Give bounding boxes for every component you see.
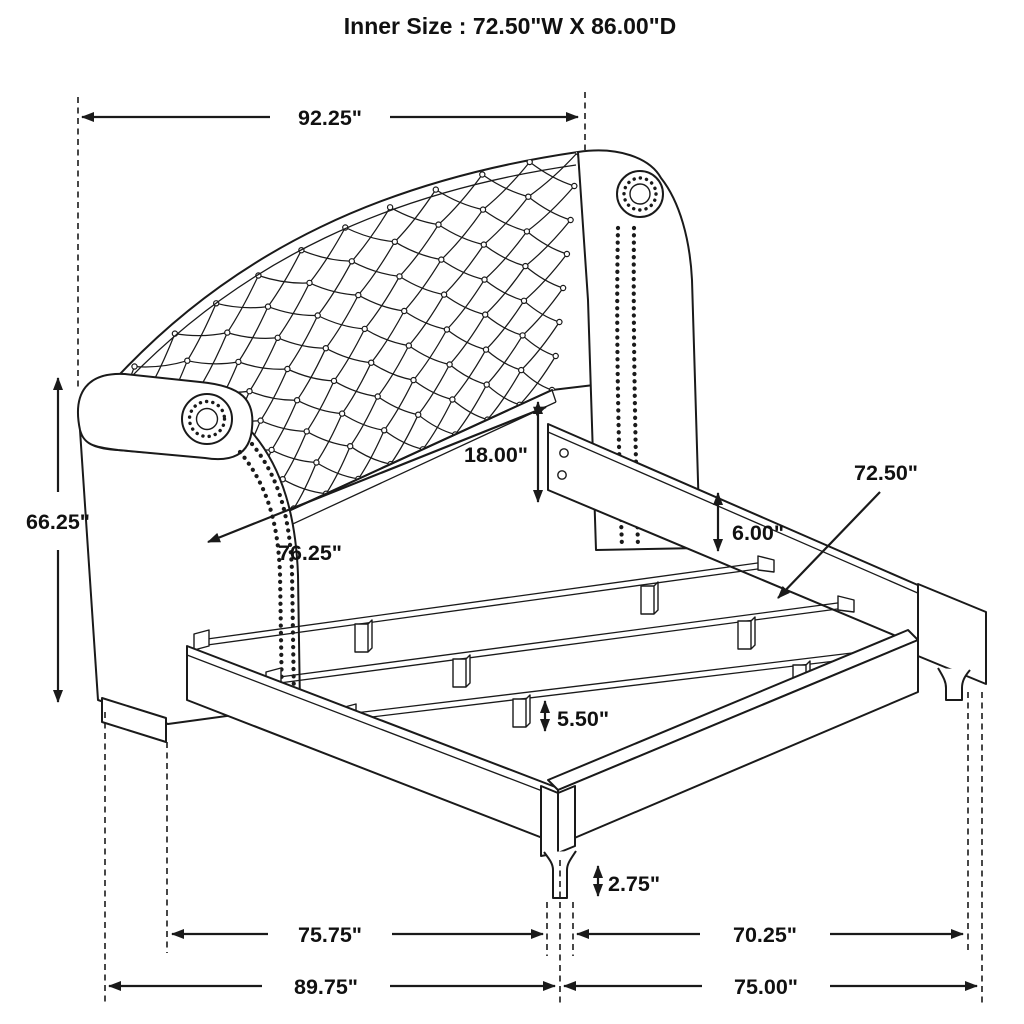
right-corner-post [918,584,986,700]
dimension-foot-overall-width [564,975,977,999]
dimension-overall-depth [109,975,555,999]
right-corner-leg [938,668,970,700]
left-side-rail-ledge-line [187,655,558,797]
dim-label-side-inner-depth: 75.75" [298,923,362,947]
dimension-foot-inner-width [577,923,963,947]
dim-label-headboard-height: 66.25" [26,510,90,534]
rail-end-tab [194,630,209,650]
foot-rail-face [558,640,918,845]
support-leg [738,617,755,649]
diagram-title: Inner Size : 72.50"W X 86.00"D [343,13,677,39]
bracket-screw-hole [558,471,566,479]
support-leg [355,620,372,652]
dim-label-overall-depth: 89.75" [294,975,358,999]
dimension-foot-leg-height [598,866,660,896]
dim-label-overall-width: 92.25" [298,106,362,130]
dim-label-panel-to-rail: 18.00" [464,443,528,467]
dim-label-center-leg-height: 5.50" [557,707,610,731]
left-side-rail [187,646,558,844]
left-arm-curl-inner [197,409,218,430]
foot-rail [548,630,918,845]
right-post-curl-inner [630,184,650,204]
bracket-screw-hole [560,449,568,457]
dimension-center-support-leg-height [545,701,609,731]
dimension-overall-width [82,106,578,130]
dim-label-foot-inner-width: 70.25" [733,923,797,947]
front-corner-post [541,786,576,898]
dim-label-headboard-inner-width: 76.25" [278,541,342,565]
center-rail-2 [266,596,854,688]
dim-label-center-rail-length: 72.50" [854,461,918,485]
support-leg [641,582,658,614]
dimension-side-inner-depth [172,923,543,947]
dim-label-foot-leg-height: 2.75" [608,872,661,896]
support-leg [453,655,470,687]
support-leg [513,695,530,727]
dim-label-foot-overall-width: 75.00" [734,975,798,999]
dim-label-side-rail-height: 6.00" [732,521,785,545]
